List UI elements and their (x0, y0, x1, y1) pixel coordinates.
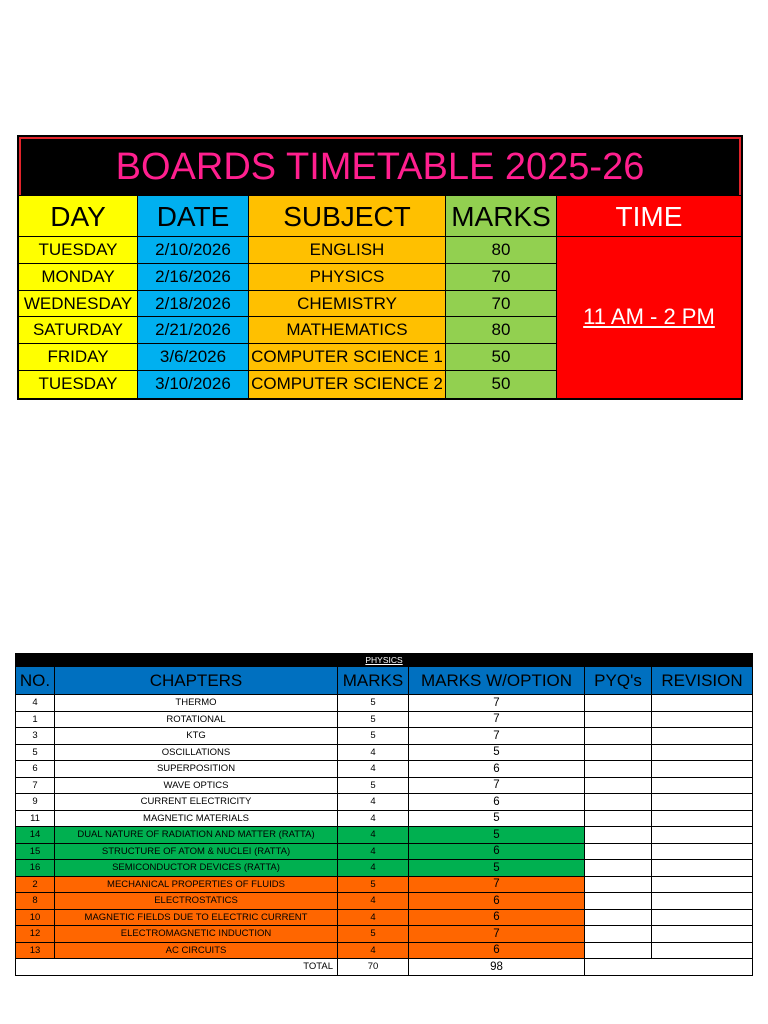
chapter-marks-option: 6 (409, 909, 585, 926)
physics-header-row (16, 667, 753, 695)
marks-cell: 50 (446, 371, 557, 398)
header-date: DATE (138, 195, 249, 237)
table-row (16, 711, 753, 728)
chapter-name: ELECTROSTATICS (55, 893, 338, 910)
physics-chapters-table (15, 653, 753, 976)
chapter-name: WAVE OPTICS (55, 777, 338, 794)
chapter-marks: 5 (338, 876, 409, 893)
chapter-no: 4 (16, 695, 55, 712)
table-row (16, 761, 753, 778)
table-row (16, 909, 753, 926)
time-cell (557, 237, 741, 398)
subject-cell: ENGLISH (249, 237, 446, 264)
table-row (16, 777, 753, 794)
exam-time: 11 AM - 2 PM (583, 304, 715, 330)
day-cell: WEDNESDAY (19, 291, 138, 318)
chapter-name: KTG (55, 728, 338, 745)
header-no: NO. (16, 667, 55, 695)
revision-cell (652, 827, 753, 844)
total-marks: 70 (338, 959, 409, 976)
header-revision: REVISION (652, 667, 753, 695)
day-cell: FRIDAY (19, 344, 138, 371)
revision-cell (652, 876, 753, 893)
chapter-no: 14 (16, 827, 55, 844)
revision-cell (652, 761, 753, 778)
pyqs-cell (585, 860, 652, 877)
date-cell: 2/21/2026 (138, 317, 249, 344)
header-chapters: CHAPTERS (55, 667, 338, 695)
header-day: DAY (19, 195, 138, 237)
total-marks-option: 98 (409, 959, 585, 976)
total-row (16, 959, 753, 976)
pyqs-cell (585, 728, 652, 745)
pyqs-cell (585, 695, 652, 712)
chapter-name: DUAL NATURE OF RADIATION AND MATTER (RATTA) (55, 827, 338, 844)
revision-cell (652, 794, 753, 811)
chapter-no: 11 (16, 810, 55, 827)
chapter-marks-option: 7 (409, 711, 585, 728)
revision-cell (652, 695, 753, 712)
chapter-marks-option: 7 (409, 777, 585, 794)
date-cell: 2/10/2026 (138, 237, 249, 264)
chapter-no: 8 (16, 893, 55, 910)
chapter-no: 3 (16, 728, 55, 745)
revision-cell (652, 810, 753, 827)
chapter-marks-option: 6 (409, 761, 585, 778)
revision-cell (652, 777, 753, 794)
physics-title: PHYSICS (16, 654, 753, 667)
chapter-name: MAGNETIC FIELDS DUE TO ELECTRIC CURRENT (55, 909, 338, 926)
pyqs-cell (585, 827, 652, 844)
pyqs-cell (585, 942, 652, 959)
marks-cell: 80 (446, 237, 557, 264)
table-row (16, 893, 753, 910)
header-time: TIME (557, 195, 741, 237)
revision-cell (652, 843, 753, 860)
chapter-marks-option: 6 (409, 942, 585, 959)
chapter-marks: 4 (338, 893, 409, 910)
table-row (16, 794, 753, 811)
marks-cell: 50 (446, 344, 557, 371)
chapter-name: MAGNETIC MATERIALS (55, 810, 338, 827)
pyqs-cell (585, 909, 652, 926)
chapter-marks: 5 (338, 777, 409, 794)
table-row (16, 728, 753, 745)
chapter-no: 7 (16, 777, 55, 794)
revision-cell (652, 909, 753, 926)
table-row (16, 860, 753, 877)
pyqs-cell (585, 777, 652, 794)
chapter-marks-option: 7 (409, 695, 585, 712)
chapter-name: THERMO (55, 695, 338, 712)
marks-cell: 80 (446, 317, 557, 344)
chapter-marks: 4 (338, 810, 409, 827)
chapter-marks-option: 5 (409, 744, 585, 761)
chapter-no: 13 (16, 942, 55, 959)
chapter-name: ELECTROMAGNETIC INDUCTION (55, 926, 338, 943)
timetable-title: BOARDS TIMETABLE 2025-26 (19, 137, 741, 195)
table-row (16, 695, 753, 712)
table-row (16, 810, 753, 827)
date-cell: 3/6/2026 (138, 344, 249, 371)
header-marks: MARKS (446, 195, 557, 237)
day-cell: SATURDAY (19, 317, 138, 344)
table-row (16, 744, 753, 761)
chapter-marks: 5 (338, 926, 409, 943)
boards-timetable (17, 135, 743, 400)
chapter-name: STRUCTURE OF ATOM & NUCLEI (RATTA) (55, 843, 338, 860)
pyqs-cell (585, 744, 652, 761)
header-subject: SUBJECT (249, 195, 446, 237)
revision-cell (652, 942, 753, 959)
pyqs-cell (585, 761, 652, 778)
revision-cell (652, 711, 753, 728)
chapter-marks: 4 (338, 827, 409, 844)
date-cell: 2/18/2026 (138, 291, 249, 318)
chapter-marks: 4 (338, 794, 409, 811)
header-marks: MARKS (338, 667, 409, 695)
chapter-no: 1 (16, 711, 55, 728)
chapter-name: SEMICONDUCTOR DEVICES (RATTA) (55, 860, 338, 877)
chapter-marks-option: 7 (409, 876, 585, 893)
timetable-grid (19, 195, 741, 398)
marks-cell: 70 (446, 291, 557, 318)
chapter-marks: 4 (338, 744, 409, 761)
pyqs-cell (585, 843, 652, 860)
chapter-no: 5 (16, 744, 55, 761)
chapter-marks-option: 6 (409, 843, 585, 860)
table-row (16, 876, 753, 893)
chapter-marks-option: 5 (409, 860, 585, 877)
pyqs-cell (585, 711, 652, 728)
table-row (16, 827, 753, 844)
header-marks-option: MARKS W/OPTION (409, 667, 585, 695)
chapter-marks: 4 (338, 860, 409, 877)
chapter-marks-option: 7 (409, 728, 585, 745)
chapter-marks: 5 (338, 711, 409, 728)
pyqs-cell (585, 810, 652, 827)
chapter-marks-option: 7 (409, 926, 585, 943)
chapter-marks: 5 (338, 695, 409, 712)
chapter-marks: 4 (338, 909, 409, 926)
chapter-no: 10 (16, 909, 55, 926)
pyqs-cell (585, 893, 652, 910)
header-pyqs: PYQ's (585, 667, 652, 695)
physics-title-row (16, 654, 753, 667)
total-label: TOTAL (16, 959, 338, 976)
chapter-no: 9 (16, 794, 55, 811)
chapter-no: 15 (16, 843, 55, 860)
revision-cell (652, 728, 753, 745)
chapter-no: 16 (16, 860, 55, 877)
chapter-marks-option: 6 (409, 893, 585, 910)
pyqs-cell (585, 876, 652, 893)
chapter-marks-option: 5 (409, 810, 585, 827)
chapter-name: ROTATIONAL (55, 711, 338, 728)
marks-cell: 70 (446, 264, 557, 291)
date-cell: 2/16/2026 (138, 264, 249, 291)
subject-cell: COMPUTER SCIENCE 2 (249, 371, 446, 398)
subject-cell: CHEMISTRY (249, 291, 446, 318)
chapter-name: OSCILLATIONS (55, 744, 338, 761)
day-cell: TUESDAY (19, 237, 138, 264)
subject-cell: MATHEMATICS (249, 317, 446, 344)
day-cell: MONDAY (19, 264, 138, 291)
total-empty-cell (585, 959, 753, 976)
table-row (16, 843, 753, 860)
day-cell: TUESDAY (19, 371, 138, 398)
chapter-name: SUPERPOSITION (55, 761, 338, 778)
pyqs-cell (585, 926, 652, 943)
chapter-no: 12 (16, 926, 55, 943)
chapter-marks: 4 (338, 843, 409, 860)
chapter-name: AC CIRCUITS (55, 942, 338, 959)
revision-cell (652, 893, 753, 910)
subject-cell: COMPUTER SCIENCE 1 (249, 344, 446, 371)
subject-cell: PHYSICS (249, 264, 446, 291)
date-cell: 3/10/2026 (138, 371, 249, 398)
chapter-no: 6 (16, 761, 55, 778)
table-row (16, 942, 753, 959)
chapter-marks: 4 (338, 761, 409, 778)
revision-cell (652, 860, 753, 877)
chapter-name: CURRENT ELECTRICITY (55, 794, 338, 811)
revision-cell (652, 926, 753, 943)
chapter-no: 2 (16, 876, 55, 893)
chapter-name: MECHANICAL PROPERTIES OF FLUIDS (55, 876, 338, 893)
chapter-marks-option: 5 (409, 827, 585, 844)
pyqs-cell (585, 794, 652, 811)
table-row (16, 926, 753, 943)
chapter-marks: 4 (338, 942, 409, 959)
chapter-marks: 5 (338, 728, 409, 745)
chapter-marks-option: 6 (409, 794, 585, 811)
revision-cell (652, 744, 753, 761)
